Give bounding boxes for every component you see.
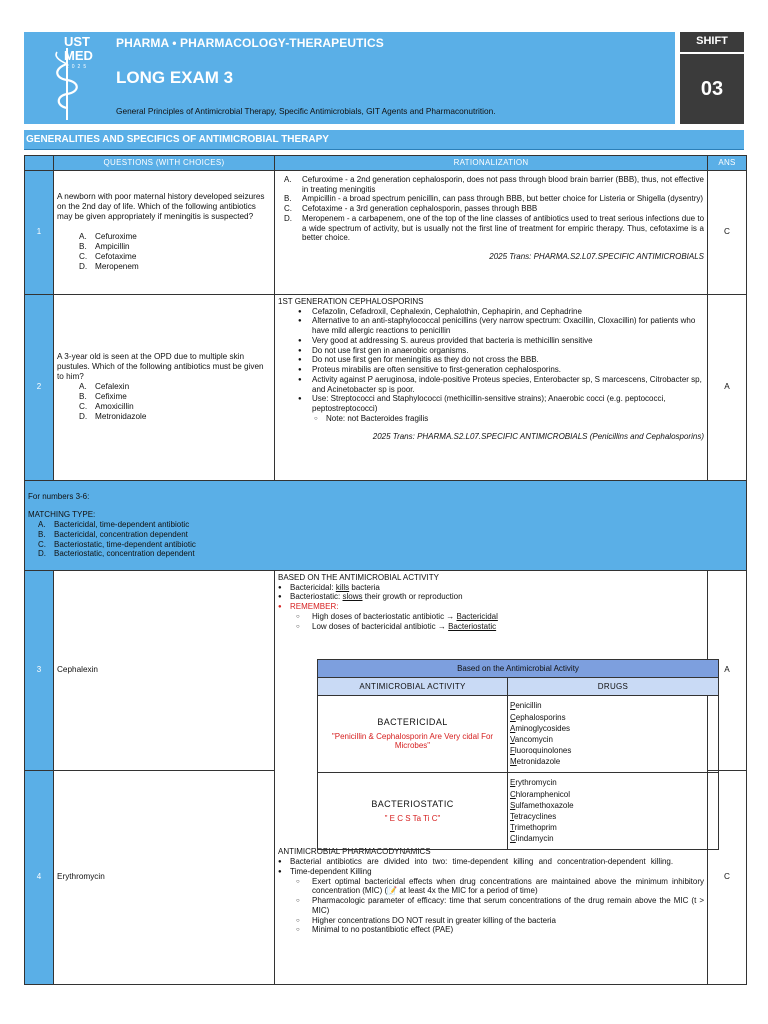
- choice-item: D. Meropenem: [79, 262, 139, 272]
- bullet-item: ● Use: Streptococci and Staphylococci (methicillin-sensitive strains); Anaerobic cocci (e.g. peptococci, peptostreptococci): [298, 394, 704, 414]
- drug-item: Fluoroquinolones: [510, 746, 572, 756]
- sub-bullet-item: ○ Exert optimal bactericidal effects when drug concentrations are maintained above the minimum inhibitory concentration (MIC) (📝 at least 4x the MIC for a period of time): [278, 877, 704, 897]
- rationale-cell: [275, 170, 708, 294]
- subject-title: PHARMA • PHARMACOLOGY-THERAPEUTICS: [116, 36, 384, 50]
- rationale-title: 1ST GENERATION CEPHALOSPORINS: [278, 296, 424, 306]
- bullet-item: ● Activity against P aeruginosa, indole-positive Proteus species, Enterobacter sp, S marcescens, Citrobacter sp, and Acinetobacter sp is poor.: [298, 375, 704, 395]
- source-citation: 2025 Trans: PHARMA.S2.L07.SPECIFIC ANTIMICROBIALS: [489, 252, 704, 261]
- choice-item: D. Metronidazole: [79, 412, 147, 422]
- drug-item: Vancomycin: [510, 735, 553, 744]
- drug-item: Sulfamethoxazole: [510, 800, 574, 810]
- ust-med-logo: [52, 34, 108, 122]
- choice-item: C. Amoxicillin: [79, 402, 134, 412]
- question-number: 4: [25, 770, 54, 984]
- rationale-bullets: [278, 307, 704, 424]
- pharmacodynamics-title: ANTIMICROBIAL PHARMACODYNAMICS: [278, 847, 431, 857]
- shift-label: SHIFT: [680, 32, 744, 52]
- bullet-item: ● Very good at addressing S. aureus provided that bacteria is methicillin sensitive: [298, 336, 704, 346]
- bullet-item: ● Cefazolin, Cefadroxil, Cephalexin, Cephalothin, Cephapirin, and Cephadrine: [298, 307, 704, 317]
- bactericidal-cell: [318, 696, 508, 773]
- rationale-item: D. Meropenem - a carbapenem, one of the top of the line classes of antibiotics used to treat serious infections due to a wide spectrum of activity, but is usually not the first line of treatment for empiric therapy. Thus, cefotaxime is a better choice.: [284, 213, 705, 243]
- bacteriostatic-cell: [318, 773, 508, 850]
- bactericidal-label: BACTERICIDAL: [377, 716, 448, 727]
- bullet-item: ● Do not use first gen for meningitis as they do not cross the BBB.: [298, 355, 704, 365]
- remember-label: ● REMEMBER:: [278, 602, 704, 612]
- question-number: 1: [25, 170, 54, 294]
- sub-bullet-item: ○ High doses of bacteriostatic antibiotic → Bactericidal: [278, 612, 704, 622]
- question-stem: A newborn with poor maternal history developed seizures on the 2nd day of life. Which of the following antibiotics may be given appropriately if meningitis is suspected?: [57, 192, 265, 222]
- svg-text:2025: 2025: [66, 64, 90, 70]
- matching-instructions-row: [25, 480, 747, 570]
- matching-options: [28, 520, 743, 559]
- answer-cell: C: [708, 770, 747, 984]
- matching-option: D. Bacteriostatic, concentration dependent: [38, 549, 195, 559]
- bacteriostatic-drugs: [508, 773, 719, 850]
- choice-list: [57, 382, 271, 422]
- bactericidal-mnemonic: "Penicillin & Cephalosporin Are Very cidal For Microbes": [331, 731, 494, 751]
- questions-table: [24, 155, 747, 985]
- question-cell: [54, 294, 275, 480]
- table-header-row: [25, 156, 747, 171]
- question-cell: [54, 170, 275, 294]
- bacteriostatic-label: BACTERIOSTATIC: [371, 798, 454, 809]
- matching-instructions: [25, 480, 747, 570]
- question-number: 3: [25, 570, 54, 770]
- activity-bullets: [278, 583, 704, 632]
- rationale-item: B. Ampicillin - a broad spectrum penicillin, can pass through BBB, but better choice for Listeria or Shigella (dysentry): [284, 194, 704, 204]
- memo-icon: 📝: [387, 886, 398, 896]
- header-questions: QUESTIONS (WITH CHOICES): [54, 156, 275, 171]
- header-banner: [24, 32, 675, 124]
- question-row-1: [25, 170, 747, 294]
- sub-bullet-item: ○ Minimal to no postantibiotic effect (PAE): [278, 925, 704, 935]
- sub-bullet-item: ○ Low doses of bactericidal antibiotic → Bacteriostatic: [278, 622, 704, 632]
- choice-item: A. Cefuroxime: [79, 232, 137, 242]
- sub-bullet-item: ○ Pharmacologic parameter of efficacy: time that serum concentrations of the drug remain above the MIC (t > MIC): [278, 896, 704, 916]
- matching-intro: For numbers 3-6:: [28, 491, 90, 501]
- choice-item: B. Cefixime: [79, 392, 127, 402]
- drug-item: Metronidazole: [510, 757, 561, 767]
- svg-text:UST: UST: [64, 34, 90, 49]
- answer-cell: A: [708, 294, 747, 480]
- header-number-cell: [25, 156, 54, 171]
- shift-number: 03: [680, 54, 744, 124]
- bullet-item: ● Bacterial antibiotics are divided into two: time-dependent killing and concentration-dependent killing.: [278, 857, 704, 867]
- choice-item: A. Cefalexin: [79, 382, 130, 392]
- rationale-item: C. Cefotaxime - a 3rd generation cephalosporin, passes through BBB: [284, 204, 538, 213]
- rationale-list: [278, 175, 704, 243]
- choice-list: [57, 232, 271, 272]
- drug-item: Penicillin: [510, 701, 542, 711]
- bullet-item: ● Time-dependent Killing: [278, 867, 704, 877]
- pharmacodynamics-bullets: [278, 857, 704, 935]
- drug-item: Tetracyclines: [510, 812, 557, 821]
- exam-title: LONG EXAM 3: [116, 68, 234, 87]
- exam-coverage: General Principles of Antimicrobial Therapy, Specific Antimicrobials, GIT Agents and Pharmaconutrition.: [116, 106, 496, 116]
- bactericidal-drugs: [508, 696, 719, 773]
- header-rationalization: RATIONALIZATION: [275, 156, 708, 171]
- drug-item: Aminoglycosides: [510, 723, 571, 733]
- antimicrobial-activity-table: [317, 659, 719, 850]
- drug-item: Clindamycin: [510, 834, 554, 844]
- rationale-title: BASED ON THE ANTIMICROBIAL ACTIVITY: [278, 572, 439, 582]
- source-citation: 2025 Trans: PHARMA.S2.L07.SPECIFIC ANTIMICROBIALS (Penicillins and Cephalosporins): [372, 431, 704, 441]
- bullet-item: ● Bactericidal: kills bacteria: [278, 583, 704, 593]
- question-stem: Cephalexin: [54, 570, 275, 770]
- bacteriostatic-mnemonic: " E C S Ta Ti C": [384, 813, 441, 823]
- answer-cell: A: [708, 570, 747, 770]
- drug-item: Chloramphenicol: [510, 789, 571, 799]
- question-row-2: [25, 294, 747, 480]
- section-title: GENERALITIES AND SPECIFICS OF ANTIMICROBIAL THERAPY: [24, 130, 744, 150]
- question-stem: A 3-year old is seen at the OPD due to multiple skin pustules. Which of the following antibiotics must be given to him?: [57, 352, 264, 382]
- sub-bullet-item: ○ Note: not Bacteroides fragilis: [298, 414, 704, 424]
- drug-item: Cephalosporins: [510, 712, 566, 722]
- bullet-item: ● Alternative to an anti-staphylococcal penicillins (very narrow spectrum: Oxacillin, Cloxacillin) for patients who have mild allergic reactions to penicillin: [298, 316, 704, 336]
- bullet-item: ● Proteus mirabilis are often sensitive to first-generation cephalosporins.: [298, 365, 704, 375]
- page-header: [24, 32, 744, 124]
- drugs-column-header: DRUGS: [508, 678, 719, 696]
- matching-option: A. Bactericidal, time-dependent antibiotic: [38, 520, 190, 529]
- question-stem: Erythromycin: [54, 770, 275, 984]
- drug-item: Trimethoprim: [510, 823, 557, 833]
- activity-table-caption: Based on the Antimicrobial Activity: [318, 660, 719, 678]
- svg-text:MED: MED: [64, 48, 93, 63]
- header-ans: ANS: [708, 156, 747, 171]
- choice-item: B. Ampicillin: [79, 242, 130, 252]
- matching-title: MATCHING TYPE:: [28, 510, 96, 520]
- bullet-item: ● Bacteriostatic: slows their growth or reproduction: [278, 592, 704, 602]
- choice-item: C. Cefotaxime: [79, 252, 137, 262]
- rationale-item: A. Cefuroxime - a 2nd generation cephalosporin, does not pass through blood brain barrier (BBB), thus, not effective in treating meningitis: [284, 174, 704, 194]
- matching-option: C. Bacteriostatic, time-dependent antibiotic: [38, 539, 196, 549]
- activity-column-header: ANTIMICROBIAL ACTIVITY: [318, 678, 508, 696]
- rationale-cell: [275, 294, 708, 480]
- drug-item: Erythromycin: [510, 778, 557, 788]
- sub-bullet-item: ○ Higher concentrations DO NOT result in greater killing of the bacteria: [278, 916, 704, 926]
- bullet-item: ● Do not use first gen in anaerobic organisms.: [298, 346, 704, 356]
- question-number: 2: [25, 294, 54, 480]
- matching-option: B. Bactericidal, concentration dependent: [38, 529, 188, 539]
- answer-cell: C: [708, 170, 747, 294]
